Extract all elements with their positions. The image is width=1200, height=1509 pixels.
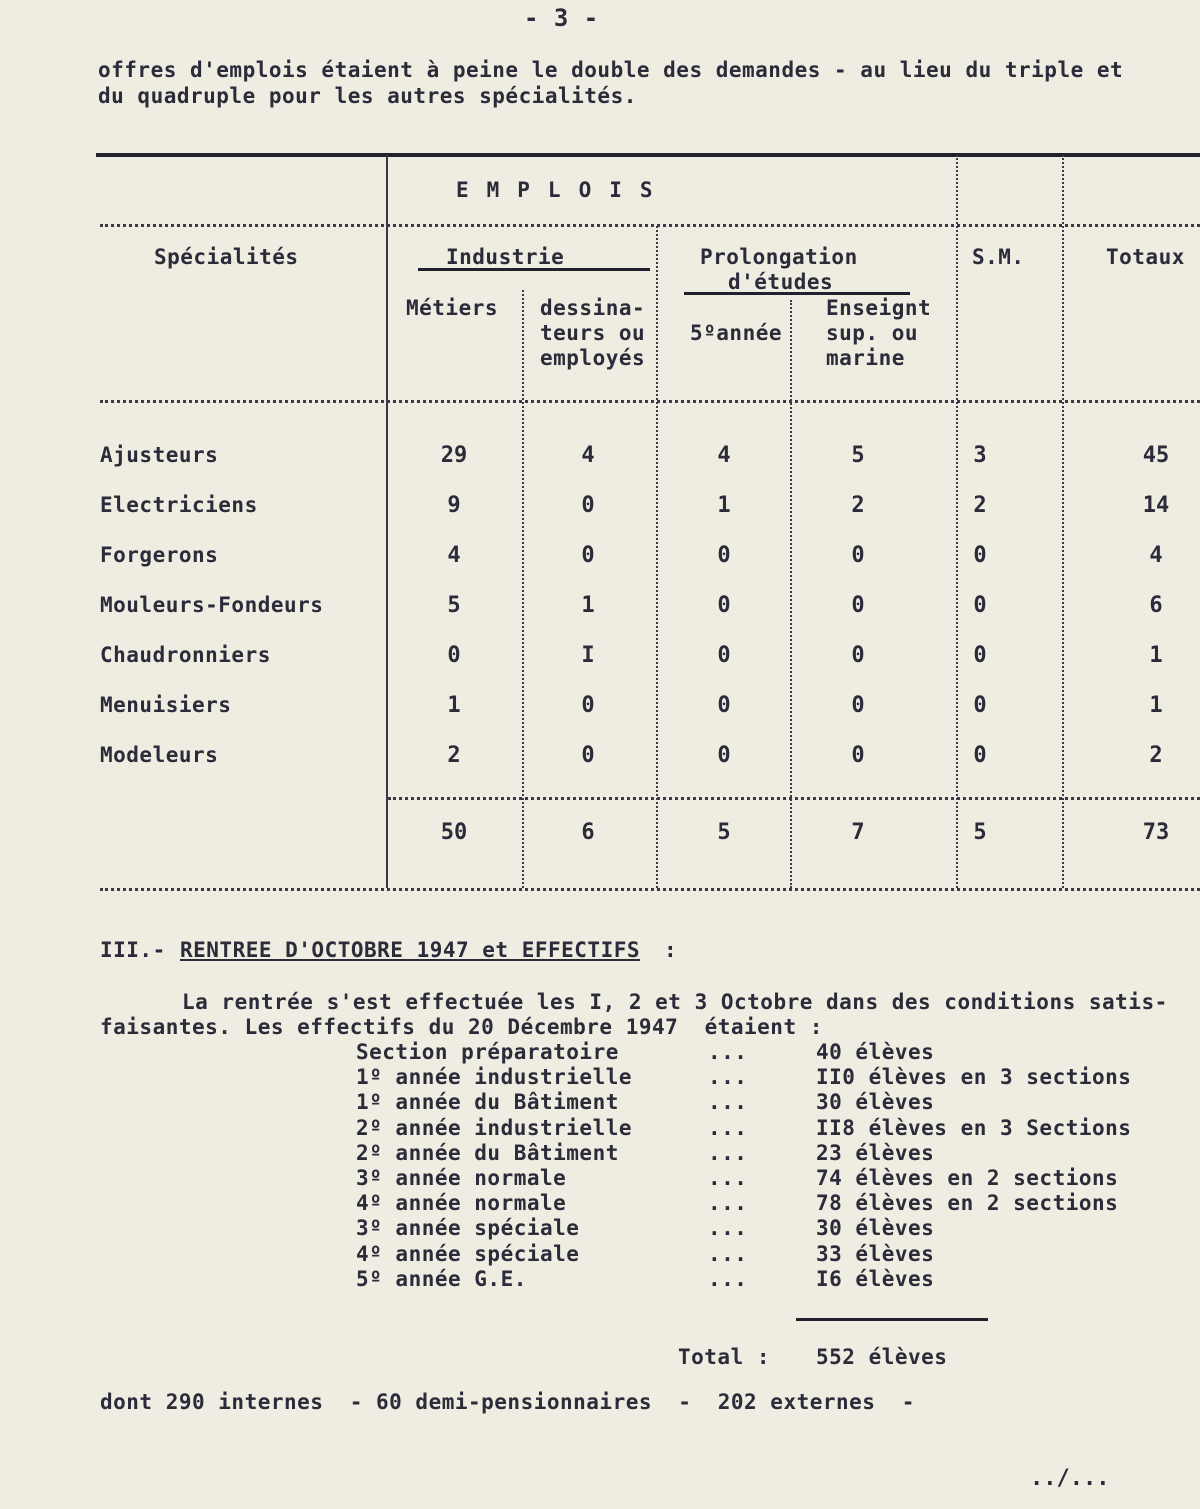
table-bottom-rule <box>100 888 1200 891</box>
table-total-dessinateurs: 6 <box>581 820 595 845</box>
header-enseign-3: marine <box>826 346 905 370</box>
table-row-label: Forgerons <box>100 543 219 567</box>
intro-line-1: offres d'emplois étaient à peine le double des demandes - au lieu du triple et <box>98 58 1124 82</box>
table-title-emplois: EMPLOIS <box>456 178 671 202</box>
table-cell-totaux: 6 <box>1149 593 1163 618</box>
table-row-label: Chaudronniers <box>100 643 271 667</box>
effectif-label: 1º année industrielle <box>356 1065 633 1089</box>
page-number: - 3 - <box>524 4 599 32</box>
effectif-dots: ... <box>708 1191 748 1215</box>
table-cell-cinquieme: 0 <box>717 643 731 668</box>
table-cell-sm: 0 <box>973 643 987 668</box>
effectif-value: 33 élèves <box>816 1242 935 1266</box>
table-cell-totaux: 2 <box>1149 743 1163 768</box>
header-prolongation-2: d'études <box>728 270 834 294</box>
table-cell-metiers: 29 <box>440 443 468 468</box>
effectif-value: 30 élèves <box>816 1216 935 1240</box>
table-cell-cinquieme: 4 <box>717 443 731 468</box>
section-number: III.- <box>100 938 166 962</box>
effectif-label: 4º année normale <box>356 1191 567 1215</box>
table-cell-cinquieme: 1 <box>717 493 731 518</box>
header-specialites: Spécialités <box>154 245 299 269</box>
table-cell-dessinateurs: 4 <box>581 443 595 468</box>
table-total-enseign: 7 <box>851 820 865 845</box>
header-industrie: Industrie <box>446 245 565 269</box>
paragraph-line-1: La rentrée s'est effectuée les I, 2 et 3 Octobre dans des conditions satis- <box>182 990 1168 1014</box>
effectif-value: 74 élèves en 2 sections <box>816 1166 1119 1190</box>
table-cell-dessinateurs: 1 <box>581 593 595 618</box>
table-cell-metiers: 4 <box>447 543 461 568</box>
table-cell-enseign: 0 <box>851 543 865 568</box>
table-cell-metiers: 2 <box>447 743 461 768</box>
effectif-value: 23 élèves <box>816 1141 935 1165</box>
breakdown-line: dont 290 internes - 60 demi-pensionnaires - 202 externes - <box>100 1390 915 1414</box>
table-cell-totaux: 1 <box>1149 693 1163 718</box>
table-col-divider-3 <box>656 226 658 888</box>
table-cell-sm: 2 <box>973 493 987 518</box>
effectif-label: 3º année normale <box>356 1166 567 1190</box>
effectif-label: 2º année du Bâtiment <box>356 1141 619 1165</box>
header-sm: S.M. <box>972 245 1025 269</box>
table-cell-dessinateurs: 0 <box>581 493 595 518</box>
table-cell-sm: 0 <box>973 543 987 568</box>
table-cell-enseign: 0 <box>851 743 865 768</box>
header-enseign-1: Enseignt <box>826 296 932 320</box>
table-total-sm: 5 <box>973 820 987 845</box>
table-cell-cinquieme: 0 <box>717 593 731 618</box>
table-cell-enseign: 0 <box>851 693 865 718</box>
effectif-label: 3º année spéciale <box>356 1216 580 1240</box>
section-colon: : <box>664 938 678 962</box>
table-cell-cinquieme: 0 <box>717 743 731 768</box>
table-totals-rule <box>388 797 1200 800</box>
table-cell-totaux: 45 <box>1142 443 1170 468</box>
effectif-label: 5º année G.E. <box>356 1267 527 1291</box>
paragraph-line-2: faisantes. Les effectifs du 20 Décembre 1947 étaient : <box>100 1015 823 1039</box>
table-col-divider-2 <box>522 290 524 888</box>
table-cell-sm: 0 <box>973 693 987 718</box>
effectif-label: 2º année industrielle <box>356 1116 633 1140</box>
total-rule <box>796 1318 988 1321</box>
effectif-value: 30 élèves <box>816 1090 935 1114</box>
table-row-label: Ajusteurs <box>100 443 219 467</box>
table-col-divider-1 <box>386 155 388 888</box>
header-prolongation-1: Prolongation <box>700 245 858 269</box>
table-row-label: Electriciens <box>100 493 258 517</box>
table-cell-metiers: 0 <box>447 643 461 668</box>
effectif-value: II0 élèves en 3 sections <box>816 1065 1132 1089</box>
table-header-rule <box>100 224 1200 227</box>
table-col-divider-4 <box>790 300 792 888</box>
table-cell-dessinateurs: 0 <box>581 743 595 768</box>
table-cell-totaux: 4 <box>1149 543 1163 568</box>
effectif-dots: ... <box>708 1267 748 1291</box>
table-cell-sm: 3 <box>973 443 987 468</box>
header-dessinateurs-2: teurs ou <box>540 321 646 345</box>
effectif-dots: ... <box>708 1090 748 1114</box>
table-cell-sm: 0 <box>973 593 987 618</box>
table-cell-cinquieme: 0 <box>717 543 731 568</box>
table-cell-totaux: 1 <box>1149 643 1163 668</box>
effectif-dots: ... <box>708 1116 748 1140</box>
table-cell-enseign: 2 <box>851 493 865 518</box>
intro-line-2: du quadruple pour les autres spécialités. <box>98 84 637 108</box>
header-dessinateurs-3: employés <box>540 346 646 370</box>
table-cell-totaux: 14 <box>1142 493 1170 518</box>
effectif-dots: ... <box>708 1242 748 1266</box>
effectif-dots: ... <box>708 1040 748 1064</box>
section-heading: RENTREE D'OCTOBRE 1947 et EFFECTIFS <box>180 938 641 962</box>
table-top-rule <box>96 153 1200 157</box>
effectif-label: 1º année du Bâtiment <box>356 1090 619 1114</box>
effectif-dots: ... <box>708 1141 748 1165</box>
effectif-label: 4º année spéciale <box>356 1242 580 1266</box>
effectif-dots: ... <box>708 1166 748 1190</box>
table-cell-metiers: 5 <box>447 593 461 618</box>
continuation-mark: ../... <box>1030 1466 1110 1491</box>
table-cell-sm: 0 <box>973 743 987 768</box>
effectif-value: I6 élèves <box>816 1267 935 1291</box>
header-metiers: Métiers <box>406 296 499 320</box>
table-cell-enseign: 5 <box>851 443 865 468</box>
table-cell-dessinateurs: 0 <box>581 543 595 568</box>
effectif-dots: ... <box>708 1216 748 1240</box>
effectif-label: Section préparatoire <box>356 1040 619 1064</box>
table-col-divider-5 <box>956 155 958 888</box>
table-cell-enseign: 0 <box>851 643 865 668</box>
header-dessinateurs-1: dessina- <box>540 296 646 320</box>
effectif-value: II8 élèves en 3 Sections <box>816 1116 1132 1140</box>
header-totaux: Totaux <box>1106 245 1185 269</box>
table-total-cinquieme: 5 <box>717 820 731 845</box>
effectif-value: 40 élèves <box>816 1040 935 1064</box>
table-col-divider-6 <box>1062 155 1064 888</box>
header-5e-annee: 5ºannée <box>690 321 783 345</box>
table-cell-dessinateurs: I <box>581 643 595 668</box>
table-row-label: Menuisiers <box>100 693 232 717</box>
total-label: Total : <box>678 1345 771 1369</box>
table-subheader-rule <box>100 400 1200 403</box>
effectif-dots: ... <box>708 1065 748 1089</box>
table-total-totaux: 73 <box>1142 820 1170 845</box>
effectif-value: 78 élèves en 2 sections <box>816 1191 1119 1215</box>
total-value: 552 élèves <box>816 1345 948 1369</box>
table-cell-dessinateurs: 0 <box>581 693 595 718</box>
table-cell-metiers: 9 <box>447 493 461 518</box>
table-total-metiers: 50 <box>440 820 468 845</box>
table-cell-metiers: 1 <box>447 693 461 718</box>
table-row-label: Modeleurs <box>100 743 219 767</box>
table-cell-enseign: 0 <box>851 593 865 618</box>
header-enseign-2: sup. ou <box>826 321 919 345</box>
table-row-label: Mouleurs-Fondeurs <box>100 593 324 617</box>
table-cell-cinquieme: 0 <box>717 693 731 718</box>
